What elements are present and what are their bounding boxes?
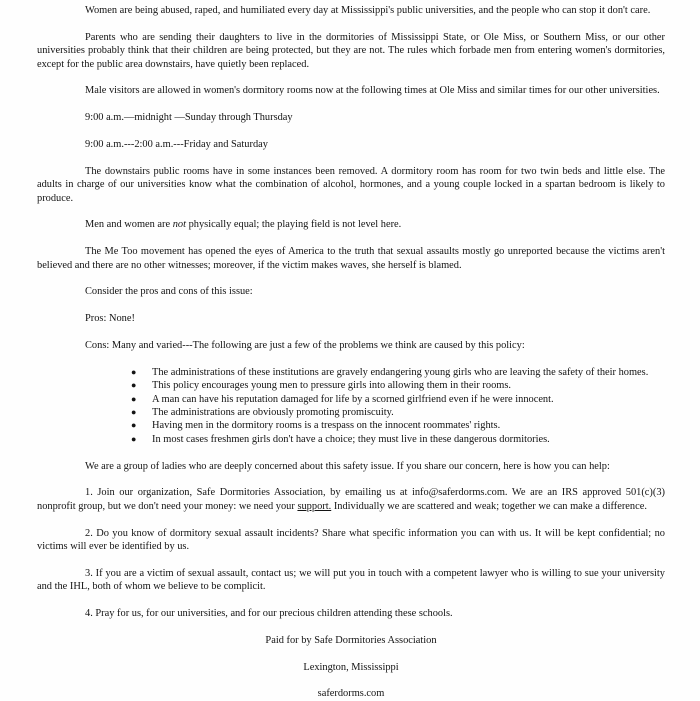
paragraph-downstairs-rooms: The downstairs public rooms have in some instances been removed. A dormitory room has room for two twin beds and little else. The adults in charge of our universities know what the combination of alcohol, hormones, and a young couple locked in a spartan bedroom is likely to produce. — [37, 165, 665, 204]
list-item — [37, 379, 665, 392]
not-equal-text-before: Men and women are — [85, 219, 173, 231]
footer-website: saferdorms.com — [317, 688, 385, 700]
action-item-join — [37, 486, 665, 513]
emphasis-support: support. — [297, 500, 332, 512]
action-item-join-text-before: 1. Join our organization, Safe Dormitories Association, by emailing us at info@saferdorms.com. We are an IRS approved 501(c)(3) nonprofit group, but we don't need your money: we need your — [37, 487, 665, 512]
paragraph-not-equal — [37, 218, 665, 231]
paragraph-consider-pros-cons: Consider the pros and cons of this issue: — [85, 286, 253, 298]
list-item — [37, 366, 665, 379]
bullet-point-icon: ● — [131, 420, 137, 431]
bullet-point-icon: ● — [131, 393, 137, 404]
visiting-hours-weekend: 9:00 a.m.---2:00 a.m.---Friday and Saturday — [85, 139, 268, 150]
action-item-contact-lawyer: 3. If you are a victim of sexual assault, contact us; we will put you in touch with a competent lawyer who is willing to sue your university and the IHL, both of whom we believe to be complicit. — [37, 567, 665, 593]
not-equal-text-after: physically equal; the playing field is not level here. — [186, 219, 402, 231]
bullet-point-icon: ● — [131, 366, 137, 377]
visiting-hours-weekday: 9:00 a.m.—midnight —Sunday through Thursday — [85, 112, 293, 124]
list-item-label: A man can have his reputation damaged for life by a scorned girlfriend even if he were innocent. — [152, 393, 554, 405]
paragraph-abuse-statement: Women are being abused, raped, and humiliated every day at Mississippi's public universities, and the people who can stop it don't care. — [85, 5, 651, 16]
footer-paid-for-by: Paid for by Safe Dormitories Association — [265, 634, 437, 646]
paragraph-me-too: The Me Too movement has opened the eyes of America to the truth that sexual assaults mostly go unreported because the victims aren't believed and there are no other witnesses; moreover, if the victim makes waves, she herself is blamed. — [37, 246, 665, 271]
list-item-label: Having men in the dormitory rooms is a trespass on the innocent roommates' rights. — [152, 420, 501, 432]
paragraph-parents-warning: Parents who are sending their daughters to live in the dormitories of Mississippi State, or Ole Miss, or Southern Miss, or our other universities probably think that their children are being protected, but they are not. The rules which forbade men from entering women's dormitories, except for the public area downstairs, have quietly been replaced. — [37, 31, 665, 70]
document-footer — [37, 634, 665, 701]
footer-location: Lexington, Mississippi — [303, 661, 399, 673]
emphasis-not: not — [172, 219, 186, 231]
action-item-join-text-after: Individually we are scattered and weak; together we can make a difference. — [331, 500, 647, 512]
list-item — [37, 433, 665, 446]
document-body — [37, 4, 665, 701]
list-item-label: The administrations of these institutions are gravely endangering young girls who are leaving the safety of their homes. — [152, 366, 649, 378]
action-item-share-info: 2. Do you know of dormitory sexual assault incidents? Share what specific information you can with us. It will be kept confidential; no victims will ever be identified by us. — [37, 527, 665, 553]
bullet-point-icon: ● — [131, 380, 137, 391]
list-item — [37, 406, 665, 419]
paragraph-male-visitors: Male visitors are allowed in women's dormitory rooms now at the following times at Ole Miss and similar times for our other universities. — [85, 85, 660, 97]
bullet-point-icon: ● — [131, 407, 137, 418]
cons-line: Cons: Many and varied---The following are just a few of the problems we think are caused by this policy: — [85, 340, 525, 351]
bullet-point-icon: ● — [131, 433, 137, 444]
pros-line: Pros: None! — [85, 313, 135, 325]
list-item-label: The administrations are obviously promoting promiscuity. — [152, 407, 394, 419]
list-item-label: In most cases freshmen girls don't have a choice; they must live in these dangerous dormitories. — [152, 433, 550, 445]
paragraph-group-of-ladies: We are a group of ladies who are deeply concerned about this safety issue. If you share our concern, here is how you can help: — [85, 460, 610, 472]
list-item — [37, 393, 665, 406]
action-item-pray: 4. Pray for us, for our universities, and for our precious children attending these schools. — [85, 608, 453, 620]
list-item — [37, 419, 665, 432]
cons-bullet-list — [37, 366, 665, 446]
list-item-label: This policy encourages young men to pressure girls into allowing them in their rooms. — [152, 380, 511, 392]
